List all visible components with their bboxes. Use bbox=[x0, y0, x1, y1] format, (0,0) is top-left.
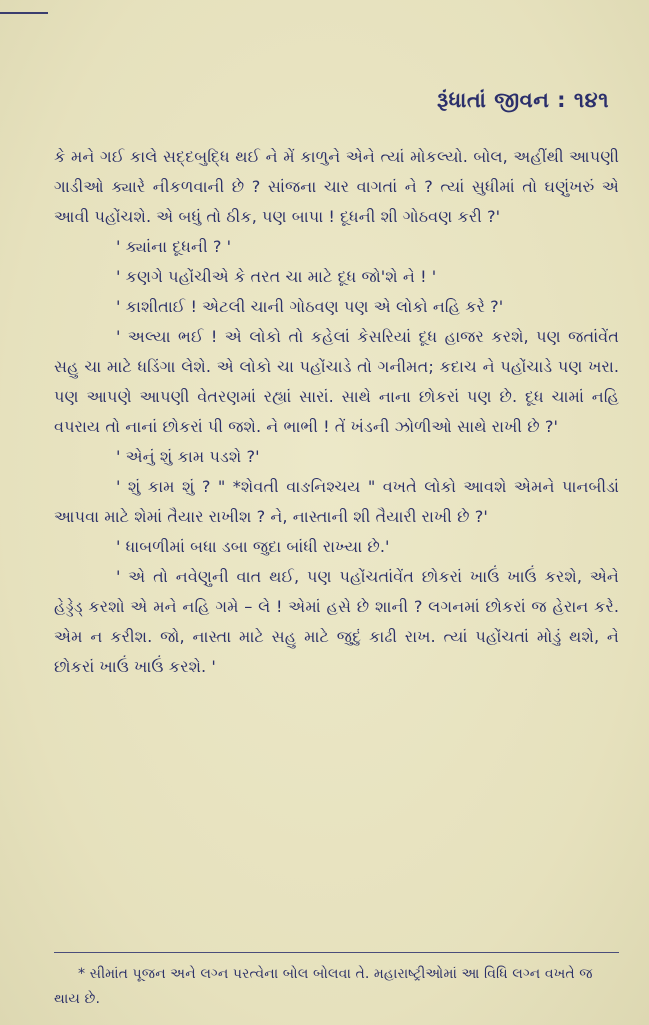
paragraph: ' ક્યાંના દૂધની ? ' bbox=[116, 237, 232, 256]
paragraph: ' એ તો નવેણુની વાત થઈ, પણ પહોંચતાંવેંત છોકરાં ખાઉં ખાઉં કરશે, એને હેડ્ડેડ્ કરશો એ મને નહિ ગમે – લે ! એમાં હસે છે શાની ? લગનમાં છોકરાં જ હેરાન કરે. એમ ન કરીશ. જો, નાસ્તા માટે સહુ માટે જુદું કાઢી રાખ. ત્યાં પહોંચતાં મોડું થશે, ને છોકરાં ખાઉં ખાઉં કરશે. ' bbox=[54, 567, 619, 676]
paragraph: ' કણગે પહોંચીએ કે તરત ચા માટે દૂધ જો'શે ને ! ' bbox=[116, 267, 437, 286]
paragraph: ' અલ્યા ભઈ ! એ લોકો તો કહેલાં કેસરિયાં દૂધ હાજર કરશે, પણ જતાંવેંત સહુ ચા માટે ધડિંગા લેશે. એ લોકો ચા પહોંચાડે તો ગનીમત; કદાચ ને પહોંચાડે પણ ખરા. પણ આપણે આપણી વેતરણમાં રહ્યાં સારાં. સાથે નાના છોકરાં પણ છે. દૂધ ચામાં નહિ વપરાય તો નાનાં છોકરાં પી જશે. ને ભાભી ! તેં ખંડની ઝોળીઓ સાથે રાખી છે ?' bbox=[54, 327, 619, 436]
paragraph: કે મને ગઈ કાલે સદ્દબુદ્ધિ થઈ ને મેં કાળુને એને ત્યાં મોકલ્યો. બોલ, અહીંથી આપણી ગાડીઓ ક્યારે નીકળવાની છે ? સાંજના ચાર વાગતાં ને ? ત્યાં સુધીમાં તો ઘણુંખરું એ આવી પહોંચશે. એ બધું તો ઠીક, પણ બાપા ! દૂધની શી ગોઠવણ કરી ?' bbox=[54, 147, 619, 226]
paragraph: ' કાશીતાઈ ! એટલી ચાની ગોઠવણ પણ એ લોકો નહિ કરે ?' bbox=[116, 297, 504, 316]
running-head: રૂંધાતાં જીવન : ૧૪૧ bbox=[436, 88, 609, 112]
paragraph: ' એનું શું કામ પડશે ?' bbox=[116, 447, 260, 466]
body-text bbox=[54, 142, 619, 682]
footnote-text: * સીમાંત પૂજન અને લગ્ન પરત્વેના બોલ બોલવા તે. મહારાષ્ટ્રીઓમાં આ વિધિ લગ્ન વખતે જ થાય છે. bbox=[54, 966, 593, 1007]
top-rule bbox=[0, 12, 48, 14]
footnote-rule bbox=[54, 952, 619, 953]
paragraph: ' ધાબળીમાં બધા ડબા જુદા બાંધી રાખ્યા છે.' bbox=[116, 537, 390, 556]
footnote bbox=[54, 962, 619, 1012]
paragraph: ' શું કામ શું ? " *શેવતી વાઙનિશ્ચય " વખતે લોકો આવશે એમને પાનબીડાં આપવા માટે શેમાં તૈયાર રાખીશ ? ને, નાસ્તાની શી તૈયારી રાખી છે ?' bbox=[54, 477, 619, 526]
